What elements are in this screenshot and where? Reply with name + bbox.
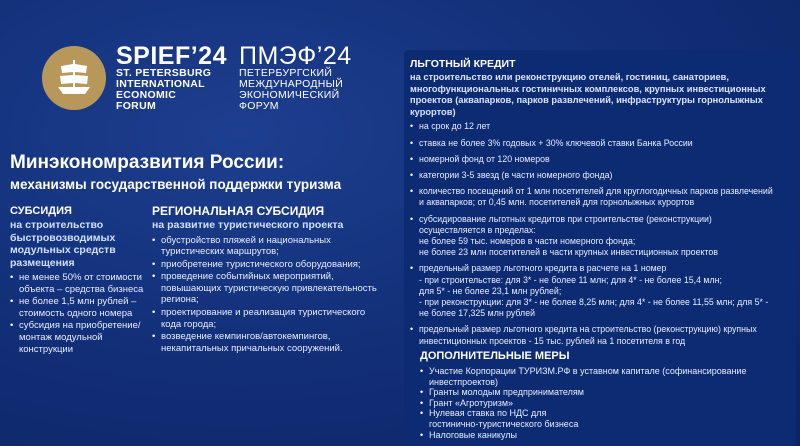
list-item-line: повышающих туристическую привлекательность (161, 282, 377, 294)
list-item-line: • Нулевая ставка по НДС для (429, 408, 547, 419)
list-item-line: • ставка не более 3% годовых + 30% ключевой ставки Банка России (419, 137, 693, 148)
list-item-line: • проведение событийных мероприятий, (161, 271, 334, 283)
logo-en-line: ST. PETERSBURG (116, 67, 212, 79)
page-title (10, 152, 390, 194)
logo-english (116, 44, 227, 112)
list-item-line: • номерной фонд от 120 номеров (419, 153, 550, 164)
list-item-line: • категории 3-5 звезд (в части номерного фонда) (419, 169, 613, 180)
logo-russian (239, 44, 352, 112)
list-item-line: • субсидирование льготных кредитов при строительстве (реконструкции) (419, 213, 712, 224)
list-item-line: • не более 1,5 млн рублей – (19, 296, 137, 308)
credit-subheading-line: многофункциональных гостиничных комплексов, крупных инвестиционных (410, 83, 766, 94)
list-item-line: • обустройство пляжей и национальных (161, 234, 331, 246)
title-line-1: Минэкономразвития России: (10, 152, 285, 173)
logo-ru-line: МЕЖДУНАРОДНЫЙ (239, 78, 344, 90)
list-item (10, 272, 150, 295)
list-item (410, 121, 796, 132)
list-item (420, 387, 790, 398)
ship-emblem-icon (42, 46, 106, 110)
list-item (410, 186, 796, 208)
additional-measures-section (420, 350, 790, 440)
list-item-line: • количество посещений от 1 млн посетителей для круглогодичных парков развлечений (419, 186, 773, 197)
title-line-2: механизмы государственной поддержки туризма (10, 177, 342, 192)
list-item-line: региона; (161, 294, 199, 306)
list-item (152, 331, 397, 354)
regional-heading: РЕГИОНАЛЬНАЯ СУБСИДИЯ (152, 204, 325, 218)
list-item-line: осуществляется в пределах: (419, 224, 536, 235)
list-item (420, 408, 790, 429)
credit-subheading-line: на строительство или реконструкцию отелей, гостиниц, санаториев, (410, 72, 729, 82)
list-item-line: • субсидия на приобретение/ (19, 320, 141, 332)
list-item-line: гостинично-туристического бизнеса (429, 418, 579, 429)
list-item (410, 154, 796, 165)
logo-ru-line: ФОРУМ (239, 100, 279, 112)
list-item-line: объекта – средства бизнеса (19, 283, 144, 295)
list-item (152, 235, 397, 258)
regional-list (152, 235, 397, 355)
extra-heading: ДОПОЛНИТЕЛЬНЫЕ МЕРЫ (420, 350, 570, 362)
spief-logo (42, 40, 352, 116)
subsidy-heading: СУБСИДИЯ (10, 205, 72, 217)
credit-subheading-line: курортов) (410, 106, 456, 117)
subsidy-section (10, 205, 150, 356)
list-item (420, 366, 790, 387)
list-item-line: и аквапарков; от 0,45 млн. посетителей для горнолыжных курортов (419, 197, 695, 208)
list-item-line: стоимость одного номера (19, 307, 133, 319)
list-item (420, 398, 790, 409)
list-item-line: не более 17,325 млн рублей (419, 308, 536, 319)
list-item (420, 430, 790, 441)
subsidy-subheading-line: быстровозводимых (10, 231, 116, 244)
list-item-line: • на срок до 12 лет (419, 121, 491, 132)
list-item-line: монтаж модульной (19, 331, 103, 343)
list-item (152, 271, 397, 306)
logo-en-line: INTERNATIONAL (116, 78, 205, 90)
list-item-line: инвестпроектов) (429, 376, 499, 387)
list-item (410, 170, 796, 181)
list-item (152, 259, 397, 271)
regional-subheading: на развитие туристического проекта (152, 219, 344, 231)
list-item-line: для 5* - не более 23,1 млн рублей; (419, 285, 562, 296)
list-item (152, 307, 397, 330)
list-item-line: конструкции (19, 343, 74, 355)
list-item-line: • приобретение туристического оборудования; (161, 258, 361, 270)
logo-ru-line: ЭКОНОМИЧЕСКИЙ (239, 89, 340, 101)
logo-ru-title: ПМЭФ’24 (239, 42, 352, 70)
subsidy-subheading-line: на строительство (10, 219, 104, 231)
logo-en-line: FORUM (116, 100, 156, 112)
list-item-line: • возведение кемпингов/автокемпингов, (161, 331, 331, 343)
list-item-line: • Участие Корпорации ТУРИЗМ.РФ в уставном капитале (софинансирование (429, 366, 747, 376)
credit-subheading-line: проектов (аквапарков, парков развлечений, инфраструктуры горнолыжных (410, 95, 763, 106)
list-item (10, 296, 150, 319)
list-item-line: - при строительстве: для 3* - не более 11 млн; для 4* - не более 15,4 млн; (419, 274, 722, 285)
list-item-line: инвестиционных проектов - 15 тыс. рублей на 1 посетителя в год (419, 335, 686, 346)
list-item-line: кода города; (161, 318, 217, 330)
list-item (10, 320, 150, 355)
subsidy-subheading-line: размещения (10, 256, 75, 269)
preferential-credit-section (410, 58, 796, 352)
list-item-line: • не менее 50% от стоимости (19, 272, 142, 283)
list-item-line: не более 59 тыс. номеров в части номерного фонда; (419, 236, 636, 246)
list-item-line: • проектирование и реализация туристического (161, 307, 366, 319)
list-item (410, 263, 796, 319)
list-item (410, 214, 796, 259)
list-item-line: • предельный размер льготного кредита на строительство (реконструкцию) крупных (419, 324, 757, 335)
extra-list (420, 366, 790, 440)
logo-ru-line: ПЕТЕРБУРГСКИЙ (239, 67, 333, 79)
credit-list (410, 121, 796, 346)
list-item (410, 324, 796, 346)
credit-heading: ЛЬГОТНЫЙ КРЕДИТ (410, 58, 516, 70)
list-item-line: - при реконструкции: для 3* - не более 8,25 млн; для 4* - не более 11,55 млн; для 5* - (419, 297, 769, 308)
list-item-line: • предельный размер льготного кредита в расчете на 1 номер (419, 263, 667, 274)
regional-subsidy-section (152, 205, 397, 355)
list-item (410, 138, 796, 149)
list-item-line: • Грант «Агротуризм» (429, 397, 514, 408)
subsidy-list (10, 272, 150, 355)
list-item-line: • Налоговые каникулы (429, 429, 517, 440)
list-item-line: туристических маршрутов; (161, 246, 279, 258)
logo-en-line: ECONOMIC (116, 89, 177, 101)
credit-subheading (410, 72, 796, 118)
subsidy-subheading (10, 219, 150, 269)
logo-en-title: SPIEF’24 (116, 42, 227, 70)
list-item-line: некапитальных причальных сооружений. (161, 342, 343, 354)
subsidy-subheading-line: модульных средств (10, 244, 116, 256)
list-item-line: не более 23 млн посетителей в части крупных инвестиционных проектов (419, 247, 718, 258)
list-item-line: • Гранты молодым предпринимателям (429, 387, 584, 398)
